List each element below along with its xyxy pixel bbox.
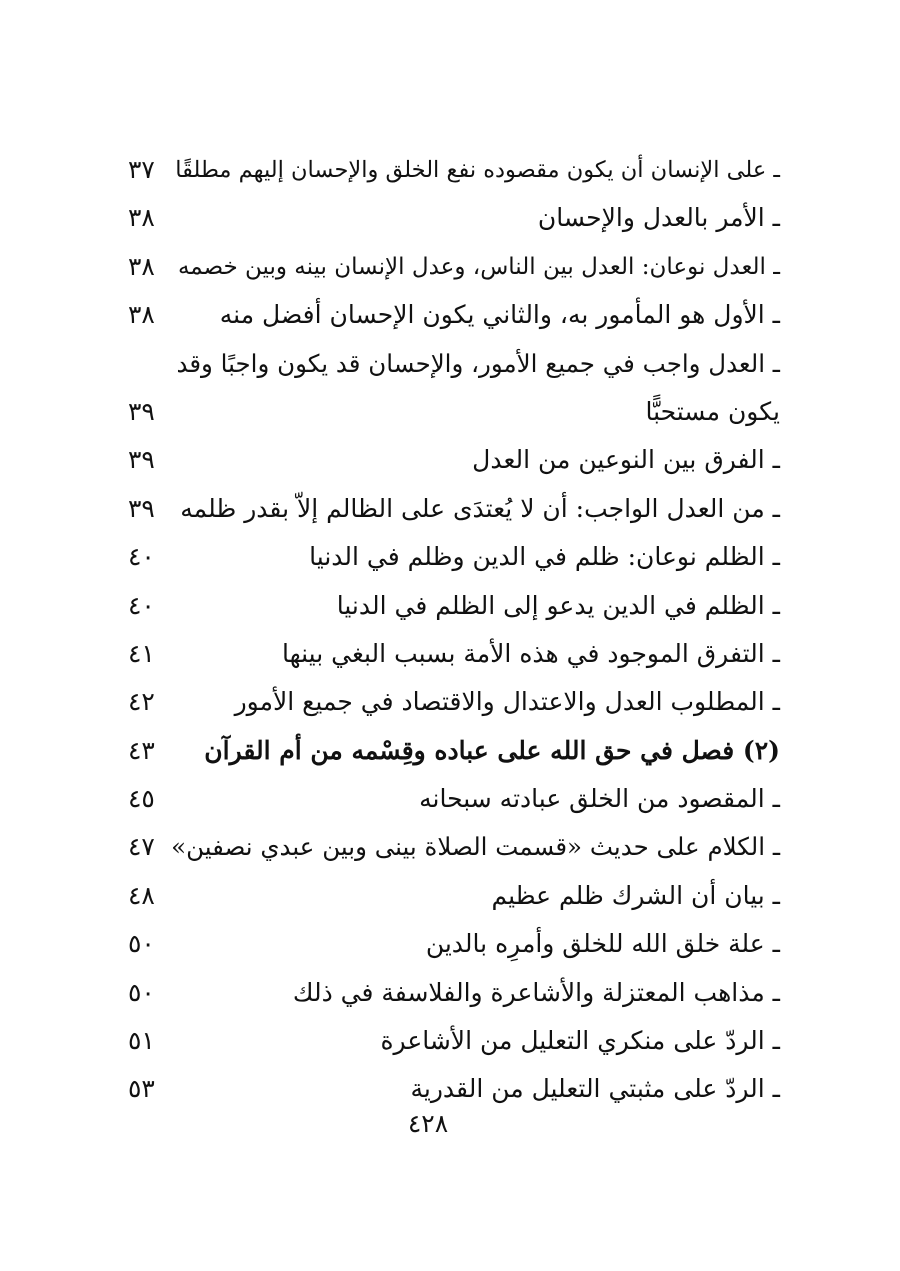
toc-entry-page: ٣٩ xyxy=(128,445,155,475)
toc-entry-title: ـ من العدل الواجب: أن لا يُعتدَى على الظالم إلاّ بقدر ظلمه xyxy=(180,493,780,523)
toc-entry-page: ٥٠ xyxy=(128,977,155,1007)
toc-entry xyxy=(128,872,780,920)
toc-entry-page: ٥٠ xyxy=(128,929,155,959)
toc-entry-page: ٤٠ xyxy=(128,590,155,620)
toc-entry-title: ـ الكلام على حديث «قسمت الصلاة بينى وبين عبدي نصفين» xyxy=(171,832,780,862)
toc-entry-title: ـ الظلم نوعان: ظلم في الدين وظلم في الدنيا xyxy=(309,542,780,572)
toc-entry-page: ٣٩ xyxy=(128,493,155,523)
toc-entry xyxy=(128,388,780,436)
toc-entry-title: ـ بيان أن الشرك ظلم عظيم xyxy=(491,880,780,910)
toc-entry-title: يكون مستحبًّا xyxy=(645,396,780,426)
toc-entry-title: ـ على الإنسان أن يكون مقصوده نفع الخلق والإحسان إليهم مطلقًا xyxy=(175,157,780,183)
toc-entry-page: ٤٣ xyxy=(128,735,155,765)
toc-entry-title: ـ العدل واجب في جميع الأمور، والإحسان قد يكون واجبًا وقد xyxy=(176,348,780,378)
toc-entry-title: ـ الردّ على منكري التعليل من الأشاعرة xyxy=(380,1026,780,1056)
toc-entry xyxy=(128,243,780,291)
toc-entry xyxy=(128,775,780,823)
toc-entry xyxy=(128,630,780,678)
toc-entry-title: ـ الظلم في الدين يدعو إلى الظلم في الدنيا xyxy=(336,590,780,620)
toc-entry xyxy=(128,969,780,1017)
toc-entry-title: ـ المقصود من الخلق عبادته سبحانه xyxy=(419,784,780,814)
toc-entry xyxy=(128,291,780,339)
toc-entry-page: ٣٨ xyxy=(128,251,155,281)
toc-entry-page: ٣٨ xyxy=(128,203,155,233)
toc-entry-page: ٥١ xyxy=(128,1026,155,1056)
toc-entry-page: ٤٥ xyxy=(128,784,155,814)
toc-entry-page: ٥٣ xyxy=(128,1074,155,1104)
toc-entry xyxy=(128,1017,780,1065)
toc-entry xyxy=(128,823,780,871)
toc-entry xyxy=(128,340,780,388)
toc-entry-page: ٤١ xyxy=(128,638,155,668)
toc-entry-title: ـ الردّ على مثبتي التعليل من القدرية xyxy=(410,1074,780,1104)
toc-entry-title: ـ العدل نوعان: العدل بين الناس، وعدل الإنسان بينه وبين خصمه xyxy=(177,253,780,280)
toc-entry-page: ٤٨ xyxy=(128,880,155,910)
toc-entry xyxy=(128,920,780,968)
toc-entry xyxy=(128,194,780,242)
table-of-contents xyxy=(128,146,780,1114)
toc-entry-title: (٢) فصل في حق الله على عباده وقِسْمه من أم القرآن xyxy=(204,735,780,765)
toc-entry-title: ـ التفرق الموجود في هذه الأمة بسبب البغي بينها xyxy=(281,638,780,668)
toc-entry xyxy=(128,485,780,533)
toc-entry-title: ـ الأمر بالعدل والإحسان xyxy=(537,203,780,233)
toc-entry xyxy=(128,678,780,726)
toc-entry-page: ٤٠ xyxy=(128,542,155,572)
toc-entry-title: ـ الفرق بين النوعين من العدل xyxy=(472,445,780,475)
toc-entry xyxy=(128,146,780,194)
toc-entry xyxy=(128,436,780,484)
toc-section-heading xyxy=(128,727,780,775)
toc-entry-page: ٣٩ xyxy=(128,396,155,426)
toc-entry-page: ٣٨ xyxy=(128,300,155,330)
toc-entry-title: ـ مذاهب المعتزلة والأشاعرة والفلاسفة في ذلك xyxy=(292,977,780,1007)
toc-entry-page: ٤٢ xyxy=(128,687,155,717)
toc-entry xyxy=(128,533,780,581)
toc-entry-title: ـ المطلوب العدل والاعتدال والاقتصاد في جميع الأمور xyxy=(234,687,780,717)
page-number: ٤٢٨ xyxy=(407,1109,449,1138)
toc-entry-title: ـ الأول هو المأمور به، والثاني يكون الإحسان أفضل منه xyxy=(219,300,780,330)
toc-entry-page: ٣٧ xyxy=(128,155,155,184)
toc-entry xyxy=(128,582,780,630)
toc-entry-title: ـ علة خلق الله للخلق وأمرِه بالدين xyxy=(425,929,780,959)
toc-entry-page: ٤٧ xyxy=(128,832,155,862)
